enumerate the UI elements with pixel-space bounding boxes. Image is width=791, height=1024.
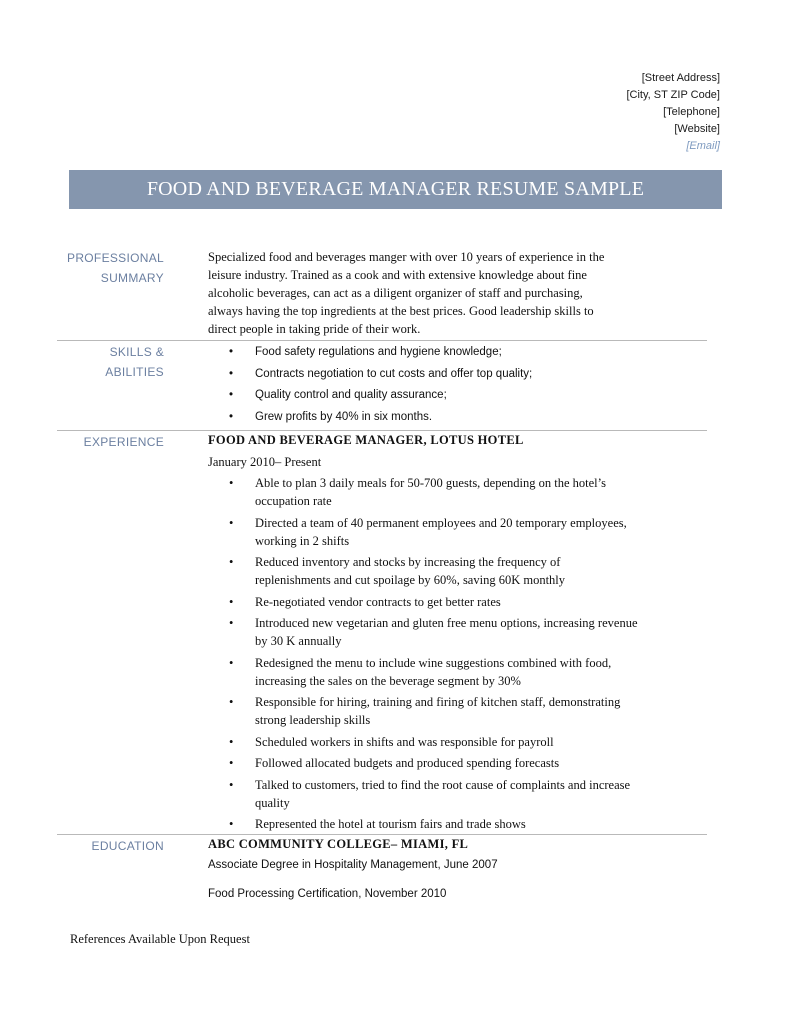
experience-item: • Directed a team of 40 permanent employees and 20 temporary employees, working in 2 shifts [208,514,638,550]
summary-label-line1: PROFESSIONAL [67,251,164,265]
telephone: [Telephone] [663,106,720,118]
school-name: ABC COMMUNITY COLLEGE– MIAMI, FL [208,837,469,851]
skill-item: • Contracts negotiation to cut costs and offer top quality; [208,364,628,386]
experience-item: • Responsible for hiring, training and firing of kitchen staff, demonstrating strong leadership skills [208,693,638,729]
experience-list [208,474,638,837]
street-address: [Street Address] [641,72,720,84]
job-dates: January 2010– Present [208,455,322,469]
experience-item: • Followed allocated budgets and produced spending forecasts [208,754,638,772]
degree: Associate Degree in Hospitality Management, June 2007 [208,859,498,871]
references-note: References Available Upon Request [70,932,250,946]
experience-item: • Represented the hotel at tourism fairs and trade shows [208,815,638,833]
skills-list [208,342,628,428]
experience-item: • Reduced inventory and stocks by increasing the frequency of replenishments and cut spoilage by 60%, saving 60K monthly [208,553,638,589]
website: [Website] [674,123,720,135]
experience-item: • Talked to customers, tried to find the root cause of complaints and increase quality [208,776,638,812]
section-label-summary [50,248,164,288]
section-divider [57,340,707,341]
experience-item: • Able to plan 3 daily meals for 50-700 guests, depending on the hotel’s occupation rate [208,474,638,510]
skill-item: • Food safety regulations and hygiene knowledge; [208,342,628,364]
email: [Email] [686,140,720,152]
section-label-skills: SKILLS & ABILITIES [105,345,164,379]
title-banner [69,170,722,209]
skill-item: • Quality control and quality assurance; [208,385,628,407]
summary-label-line2: SUMMARY [100,271,164,285]
section-divider [57,834,707,835]
city-state-zip: [City, ST ZIP Code] [626,89,720,101]
experience-item: • Re-negotiated vendor contracts to get better rates [208,593,638,611]
section-label-education: EDUCATION [91,839,164,853]
section-divider [57,430,707,431]
experience-item: • Introduced new vegetarian and gluten free menu options, increasing revenue by 30 K annually [208,614,638,650]
experience-item: • Scheduled workers in shifts and was responsible for payroll [208,733,638,751]
certification: Food Processing Certification, November 2010 [208,888,447,900]
summary-text: Specialized food and beverages manger with over 10 years of experience in the leisure industry. Trained as a cook and with extensive knowledge about fine alcoholic beverages, can act as a diligent organizer of staff and purchasing, always having the top ingredients at the best prices. Good leadership skills to direct people in taking pride of their work. [208,250,605,336]
contact-block [626,70,720,155]
skill-item: • Grew profits by 40% in six months. [208,407,628,429]
job-title: FOOD AND BEVERAGE MANAGER, LOTUS HOTEL [208,433,524,447]
section-label-experience: EXPERIENCE [83,435,164,449]
resume-title: FOOD AND BEVERAGE MANAGER RESUME SAMPLE [146,178,645,200]
experience-item: • Redesigned the menu to include wine suggestions combined with food, increasing the sales on the beverage segment by 30% [208,654,638,690]
